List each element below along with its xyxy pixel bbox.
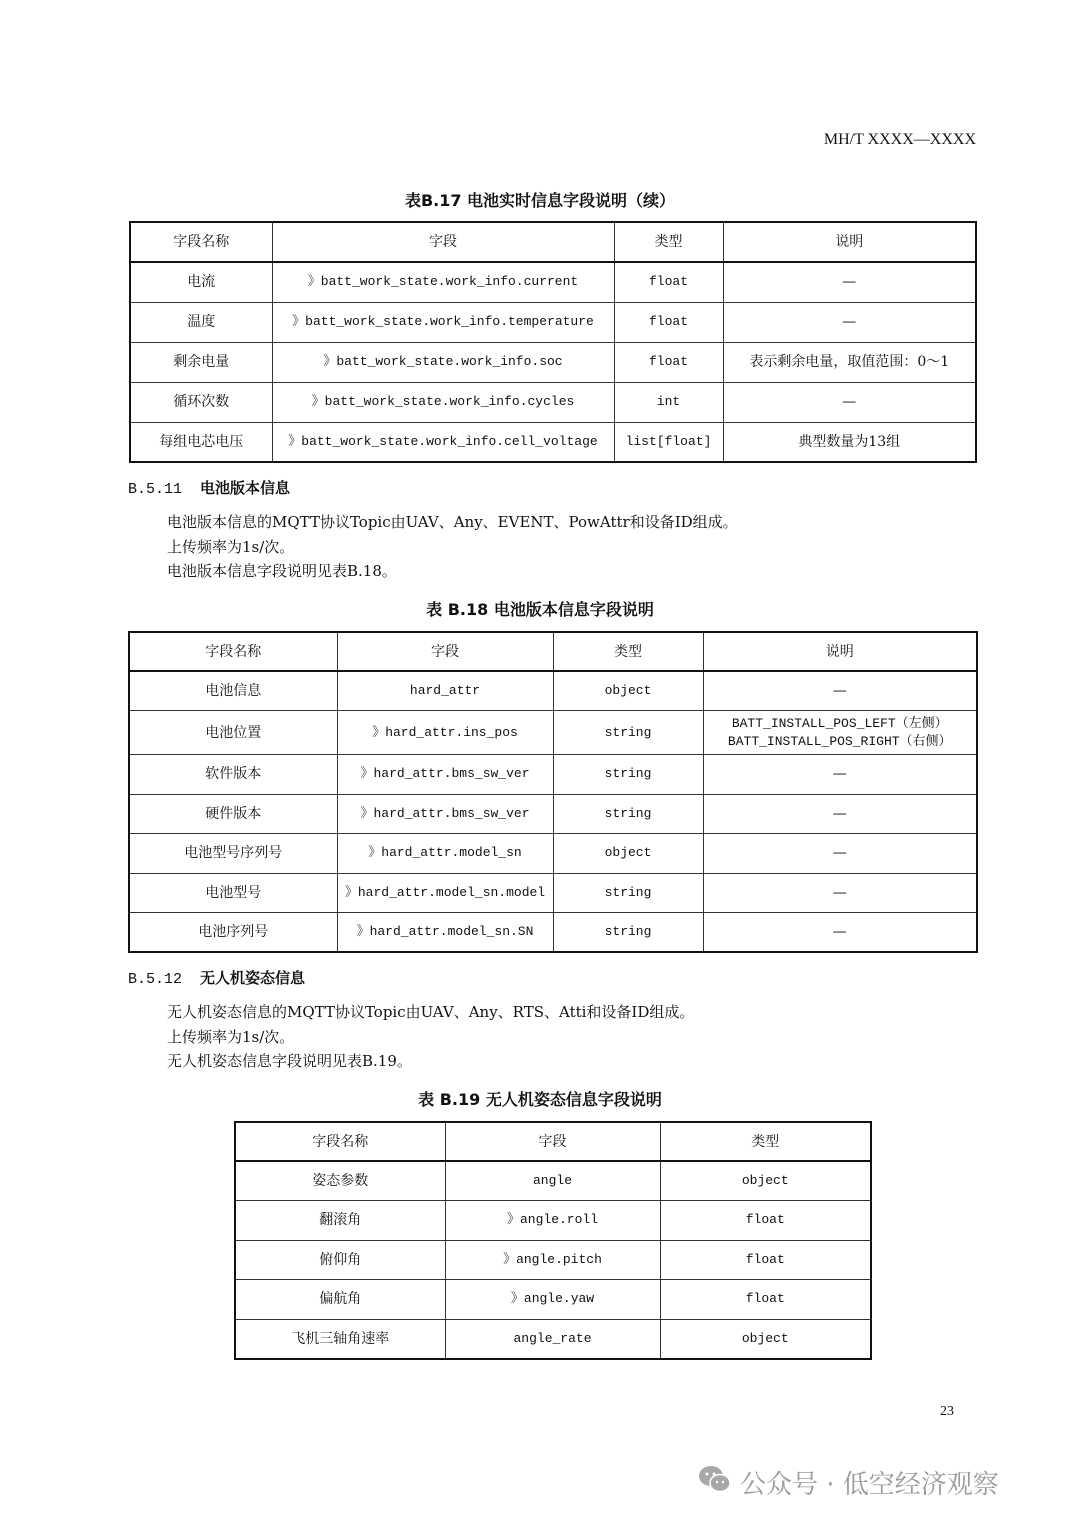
description-cell: 表示剩余电量，取值范围：0～1: [723, 342, 976, 382]
type-cell: string: [553, 873, 703, 913]
field-name-cell: 每组电芯电压: [130, 422, 272, 462]
table-row: [235, 1161, 871, 1201]
type-cell: float: [660, 1240, 871, 1280]
table-row: [129, 755, 977, 795]
paragraph: 上传频率为1s/次。: [167, 1027, 295, 1046]
field-path-cell: 》hard_attr.model_sn.SN: [337, 913, 553, 953]
field-name-cell: 温度: [130, 302, 272, 342]
type-cell: int: [614, 382, 723, 422]
description-cell: —: [723, 302, 976, 342]
table-header-row: [130, 222, 976, 262]
type-cell: float: [660, 1280, 871, 1320]
table-row: [129, 671, 977, 711]
field-path-cell: 》hard_attr.bms_sw_ver: [337, 794, 553, 834]
table-row: [130, 342, 976, 382]
type-cell: object: [660, 1161, 871, 1201]
table-header-row: [129, 632, 977, 671]
column-header: 字段名称: [129, 632, 337, 671]
section-number: B.5.11: [128, 481, 183, 498]
field-path-cell: 》hard_attr.model_sn.model: [337, 873, 553, 913]
table-row: [129, 711, 977, 755]
column-header: 字段: [337, 632, 553, 671]
field-name-cell: 硬件版本: [129, 794, 337, 834]
field-name-cell: 电池型号序列号: [129, 834, 337, 874]
table-row: [130, 262, 976, 302]
watermark-text: 公众号 · 低空经济观察: [740, 1470, 999, 1500]
table-b19: [234, 1121, 872, 1360]
page-number: 23: [940, 1404, 954, 1419]
column-header: 字段名称: [235, 1122, 445, 1161]
table-row: [129, 794, 977, 834]
field-path-cell: 》angle.yaw: [445, 1280, 660, 1320]
table-caption-b17: 表B.17 电池实时信息字段说明（续）: [404, 191, 676, 210]
description-cell: —: [723, 262, 976, 302]
description-cell: —: [703, 913, 977, 953]
field-path-cell: 》hard_attr.model_sn: [337, 834, 553, 874]
field-name-cell: 翻滚角: [235, 1201, 445, 1241]
type-cell: float: [614, 262, 723, 302]
field-path-cell: 》hard_attr.ins_pos: [337, 711, 553, 755]
field-name-cell: 软件版本: [129, 755, 337, 795]
table-row: [235, 1319, 871, 1359]
field-name-cell: 电池型号: [129, 873, 337, 913]
type-cell: object: [553, 834, 703, 874]
column-header: 类型: [553, 632, 703, 671]
field-name-cell: 飞机三轴角速率: [235, 1319, 445, 1359]
field-path-cell: 》angle.pitch: [445, 1240, 660, 1280]
description-line: BATT_INSTALL_POS_RIGHT（右侧）: [727, 733, 952, 749]
description-cell: [703, 711, 977, 755]
table-row: [235, 1240, 871, 1280]
type-cell: string: [553, 755, 703, 795]
column-header: 类型: [660, 1122, 871, 1161]
field-path-cell: 》batt_work_state.work_info.current: [272, 262, 614, 302]
field-path-cell: 》batt_work_state.work_info.soc: [272, 342, 614, 382]
column-header: 说明: [703, 632, 977, 671]
paragraph: 无人机姿态信息的MQTT协议Topic由UAV、Any、RTS、Atti和设备ID组成。: [167, 1003, 695, 1021]
section-b512-body: [167, 1000, 694, 1074]
type-cell: string: [553, 711, 703, 755]
column-header: 字段: [272, 222, 614, 262]
type-cell: float: [614, 302, 723, 342]
field-name-cell: 电流: [130, 262, 272, 302]
field-name-cell: 偏航角: [235, 1280, 445, 1320]
field-path-cell: angle: [445, 1161, 660, 1201]
field-path-cell: hard_attr: [337, 671, 553, 711]
table-row: [130, 422, 976, 462]
column-header: 说明: [723, 222, 976, 262]
field-path-cell: 》batt_work_state.work_info.cycles: [272, 382, 614, 422]
field-path-cell: 》angle.roll: [445, 1201, 660, 1241]
column-header: 字段: [445, 1122, 660, 1161]
field-path-cell: angle_rate: [445, 1319, 660, 1359]
column-header: 字段名称: [130, 222, 272, 262]
field-name-cell: 循环次数: [130, 382, 272, 422]
description-cell: 典型数量为13组: [723, 422, 976, 462]
table-caption-b18: 表 B.18 电池版本信息字段说明: [426, 600, 654, 619]
field-name-cell: 电池序列号: [129, 913, 337, 953]
document-code: MH/T XXXX—XXXX: [823, 131, 976, 148]
column-header: 类型: [614, 222, 723, 262]
field-name-cell: 姿态参数: [235, 1161, 445, 1201]
table-row: [129, 913, 977, 953]
paragraph: 电池版本信息的MQTT协议Topic由UAV、Any、EVENT、PowAttr和设备ID组成。: [167, 513, 738, 531]
field-name-cell: 电池信息: [129, 671, 337, 711]
description-cell: —: [703, 834, 977, 874]
section-title: 电池版本信息: [200, 479, 291, 497]
type-cell: float: [614, 342, 723, 382]
type-cell: object: [660, 1319, 871, 1359]
section-number: B.5.12: [128, 971, 183, 988]
field-name-cell: 剩余电量: [130, 342, 272, 382]
table-b18: [128, 631, 978, 953]
table-row: [235, 1201, 871, 1241]
type-cell: object: [553, 671, 703, 711]
description-cell: —: [703, 755, 977, 795]
type-cell: float: [660, 1201, 871, 1241]
paragraph: 上传频率为1s/次。: [167, 537, 295, 556]
wechat-icon: [698, 1464, 732, 1501]
table-row: [129, 834, 977, 874]
paragraph: 无人机姿态信息字段说明见表B.19。: [167, 1052, 412, 1070]
description-cell: —: [703, 873, 977, 913]
description-cell: —: [703, 671, 977, 711]
type-cell: string: [553, 794, 703, 834]
table-row: [235, 1280, 871, 1320]
description-line: BATT_INSTALL_POS_LEFT（左侧）: [731, 715, 948, 731]
field-path-cell: 》batt_work_state.work_info.cell_voltage: [272, 422, 614, 462]
field-name-cell: 电池位置: [129, 711, 337, 755]
description-cell: —: [723, 382, 976, 422]
table-row: [129, 873, 977, 913]
table-row: [130, 302, 976, 342]
field-name-cell: 俯仰角: [235, 1240, 445, 1280]
table-b17: [129, 221, 977, 463]
watermark: [698, 1464, 999, 1501]
paragraph: 电池版本信息字段说明见表B.18。: [167, 562, 397, 580]
section-heading-b511: [128, 477, 290, 498]
field-path-cell: 》batt_work_state.work_info.temperature: [272, 302, 614, 342]
section-b511-body: [167, 510, 738, 584]
section-title: 无人机姿态信息: [200, 969, 306, 987]
field-path-cell: 》hard_attr.bms_sw_ver: [337, 755, 553, 795]
table-row: [130, 382, 976, 422]
section-heading-b512: [128, 967, 305, 988]
table-header-row: [235, 1122, 871, 1161]
type-cell: string: [553, 913, 703, 953]
description-cell: —: [703, 794, 977, 834]
type-cell: list[float]: [614, 422, 723, 462]
table-caption-b19: 表 B.19 无人机姿态信息字段说明: [418, 1090, 662, 1109]
